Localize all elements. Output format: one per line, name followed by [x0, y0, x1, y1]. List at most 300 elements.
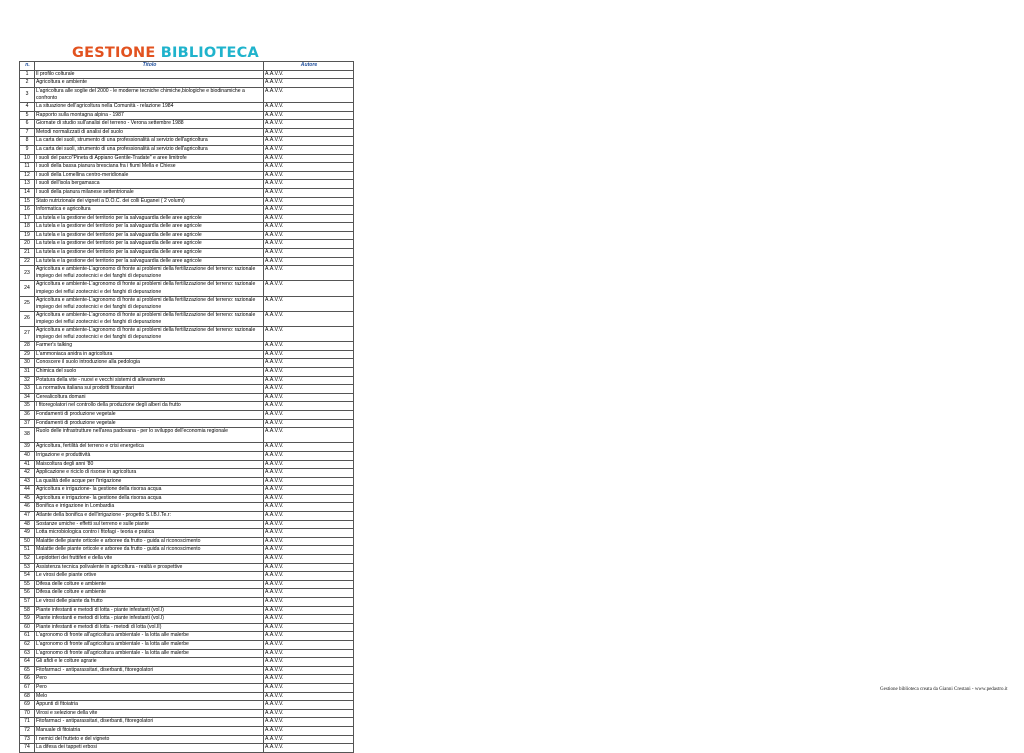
- row-author: A.A.V.V.: [264, 529, 354, 538]
- title-word-gestione: GESTIONE: [72, 45, 156, 61]
- row-number: 40: [20, 451, 35, 460]
- row-author: A.A.V.V.: [264, 589, 354, 598]
- table-row: [20, 79, 354, 88]
- table-row: [20, 537, 354, 546]
- row-number: 44: [20, 486, 35, 495]
- table-row: [20, 632, 354, 641]
- row-title: Malattie delle piante orticole e arboree da frutto - guida al riconoscimento: [35, 537, 264, 546]
- row-title: Piante infestanti e metodi di lotta - metodi di lotta (vol.II): [35, 623, 264, 632]
- table-row: [20, 266, 354, 281]
- table-row: [20, 503, 354, 512]
- row-number: 19: [20, 231, 35, 240]
- row-author: A.A.V.V.: [264, 709, 354, 718]
- row-author: A.A.V.V.: [264, 376, 354, 385]
- table-row: [20, 735, 354, 744]
- row-title: Giornate di studio sull'analisi del terreno - Verona settembre 1988: [35, 120, 264, 129]
- table-row: [20, 589, 354, 598]
- row-author: A.A.V.V.: [264, 494, 354, 503]
- row-title: Fitofarmaci - antiparassitari, diserbanti, fitoregolatori: [35, 666, 264, 675]
- row-author: A.A.V.V.: [264, 79, 354, 88]
- row-number: 55: [20, 580, 35, 589]
- row-author: A.A.V.V.: [264, 410, 354, 419]
- row-number: 7: [20, 128, 35, 137]
- row-number: 54: [20, 572, 35, 581]
- table-row: [20, 555, 354, 564]
- row-title: Lepidotteri dei fruttiferi e della vite: [35, 555, 264, 564]
- row-author: A.A.V.V.: [264, 359, 354, 368]
- row-number: 57: [20, 598, 35, 607]
- row-title: L'agricoltura alle soglie del 2000 - le moderne tecniche chimiche,biologiche e biodinamiche a confronto: [35, 87, 264, 102]
- row-author: A.A.V.V.: [264, 249, 354, 258]
- row-title: Manuale di fitoiatria: [35, 726, 264, 735]
- row-number: 25: [20, 296, 35, 311]
- row-author: A.A.V.V.: [264, 311, 354, 326]
- row-title: La tutela e la gestione del territorio per la salvaguardia delle aree agricole: [35, 240, 264, 249]
- table-row: [20, 197, 354, 206]
- row-title: L'agronomo di fronte all'agricoltura ambientale - la lotta alle malerbe: [35, 632, 264, 641]
- row-author: A.A.V.V.: [264, 744, 354, 753]
- row-number: 5: [20, 111, 35, 120]
- row-title: Malattie delle piante orticole e arboree da frutto - guida al riconoscimento: [35, 546, 264, 555]
- row-author: A.A.V.V.: [264, 555, 354, 564]
- row-author: A.A.V.V.: [264, 580, 354, 589]
- row-number: 16: [20, 206, 35, 215]
- row-author: A.A.V.V.: [264, 451, 354, 460]
- table-row: [20, 443, 354, 452]
- table-row: [20, 701, 354, 710]
- row-number: 12: [20, 171, 35, 180]
- row-number: 33: [20, 385, 35, 394]
- row-title: I nemici del frutteto e del vigneto: [35, 735, 264, 744]
- row-number: 35: [20, 402, 35, 411]
- row-number: 46: [20, 503, 35, 512]
- row-title: La qualità delle acque per l'irrigazione: [35, 477, 264, 486]
- row-number: 15: [20, 197, 35, 206]
- row-title: Agricoltura e ambiente: [35, 79, 264, 88]
- row-author: A.A.V.V.: [264, 180, 354, 189]
- row-number: 6: [20, 120, 35, 129]
- table-row: [20, 598, 354, 607]
- table-row: [20, 223, 354, 232]
- row-author: A.A.V.V.: [264, 402, 354, 411]
- row-number: 50: [20, 537, 35, 546]
- row-number: 30: [20, 359, 35, 368]
- row-title: Farmer's talking: [35, 342, 264, 351]
- row-number: 31: [20, 367, 35, 376]
- table-row: [20, 692, 354, 701]
- row-title: Appunti di fitoiatria: [35, 701, 264, 710]
- table-header-row: [20, 62, 354, 71]
- table-row: [20, 410, 354, 419]
- row-author: A.A.V.V.: [264, 87, 354, 102]
- row-number: 38: [20, 428, 35, 443]
- row-title: Bonifica e irrigazione in Lombardia: [35, 503, 264, 512]
- table-row: [20, 529, 354, 538]
- row-author: A.A.V.V.: [264, 137, 354, 146]
- row-number: 62: [20, 640, 35, 649]
- row-title: Ruolo delle infrastrutture nell'area padovana - per lo sviluppo dell'economia regionale: [35, 428, 264, 443]
- table-row: [20, 726, 354, 735]
- row-title: Conoscere il suolo introduzione alla pedologia: [35, 359, 264, 368]
- row-title: Assistenza tecnica polivalente in agricoltura - realtà e prospettive: [35, 563, 264, 572]
- row-author: A.A.V.V.: [264, 428, 354, 443]
- row-author: A.A.V.V.: [264, 460, 354, 469]
- row-title: I suoli della bassa pianura bresciana fra i fiumi Mella e Chiese: [35, 163, 264, 172]
- row-author: A.A.V.V.: [264, 701, 354, 710]
- row-title: Agricoltura e irrigazione- la gestione della risorsa acqua: [35, 486, 264, 495]
- table-row: [20, 486, 354, 495]
- row-number: 37: [20, 419, 35, 428]
- row-author: A.A.V.V.: [264, 649, 354, 658]
- row-author: A.A.V.V.: [264, 171, 354, 180]
- table-row: [20, 563, 354, 572]
- row-author: A.A.V.V.: [264, 520, 354, 529]
- row-number: 34: [20, 393, 35, 402]
- row-title: La situazione dell'agricoltura nella Comunità - relazione 1984: [35, 102, 264, 111]
- row-author: A.A.V.V.: [264, 606, 354, 615]
- row-author: A.A.V.V.: [264, 735, 354, 744]
- row-number: 68: [20, 692, 35, 701]
- table-row: [20, 327, 354, 342]
- row-author: A.A.V.V.: [264, 350, 354, 359]
- row-number: 29: [20, 350, 35, 359]
- row-title: La normativa italiana sui prodotti fitosanitari: [35, 385, 264, 394]
- row-author: A.A.V.V.: [264, 70, 354, 79]
- row-number: 53: [20, 563, 35, 572]
- table-row: [20, 342, 354, 351]
- table-row: [20, 128, 354, 137]
- row-title: Stato nutrizionale dei vigneti a D.O.C. dei colli Euganei ( 2 volumi): [35, 197, 264, 206]
- row-title: Le virosi delle piante da frutto: [35, 598, 264, 607]
- row-number: 56: [20, 589, 35, 598]
- row-title: I suoli dell'isola bergamasca: [35, 180, 264, 189]
- row-title: Agricoltura e ambiente-L'agronomo di fronte ai problemi della fertilizzazione del terreno: razionale impiego dei reflui zootecnici e dei fanghi di depurazione: [35, 281, 264, 296]
- row-author: A.A.V.V.: [264, 598, 354, 607]
- table-row: [20, 402, 354, 411]
- library-table: [19, 61, 354, 753]
- row-title: Irrigazione e produttività: [35, 451, 264, 460]
- row-number: 41: [20, 460, 35, 469]
- row-author: A.A.V.V.: [264, 223, 354, 232]
- row-number: 63: [20, 649, 35, 658]
- row-number: 72: [20, 726, 35, 735]
- row-number: 32: [20, 376, 35, 385]
- row-author: A.A.V.V.: [264, 486, 354, 495]
- row-title: Agricoltura e ambiente-L'agronomo di fronte ai problemi della fertilizzazione del terreno: razionale impiego dei reflui zootecnici e dei fanghi di depurazione: [35, 311, 264, 326]
- row-title: Difesa delle colture e ambiente: [35, 589, 264, 598]
- table-row: [20, 120, 354, 129]
- row-title: Maiscoltura degli anni '80: [35, 460, 264, 469]
- row-number: 11: [20, 163, 35, 172]
- footer-credit: Gestione biblioteca creata da Gianni Crestani - www.pedastro.it: [880, 687, 1008, 692]
- table-row: [20, 281, 354, 296]
- row-author: A.A.V.V.: [264, 154, 354, 163]
- row-title: Piante infestanti e metodi di lotta - piante infestanti (vol.I): [35, 606, 264, 615]
- row-number: 60: [20, 623, 35, 632]
- row-number: 20: [20, 240, 35, 249]
- row-author: A.A.V.V.: [264, 231, 354, 240]
- table-row: [20, 658, 354, 667]
- table-row: [20, 623, 354, 632]
- row-title: La tutela e la gestione del territorio per la salvaguardia delle aree agricole: [35, 257, 264, 266]
- row-title: Chimica del suolo: [35, 367, 264, 376]
- table-row: [20, 171, 354, 180]
- row-number: 52: [20, 555, 35, 564]
- table-row: [20, 666, 354, 675]
- row-title: Agricoltura e ambiente-L'agronomo di fronte ai problemi della fertilizzazione del terreno: razionale impiego dei reflui zootecnici e dei fanghi di depurazione: [35, 266, 264, 281]
- row-author: A.A.V.V.: [264, 342, 354, 351]
- row-number: 2: [20, 79, 35, 88]
- row-title: I suoli della Lomellina centro-meridionale: [35, 171, 264, 180]
- row-title: Il profilo colturale: [35, 70, 264, 79]
- row-author: A.A.V.V.: [264, 145, 354, 154]
- row-title: Le virosi delle piante ortive: [35, 572, 264, 581]
- row-author: A.A.V.V.: [264, 640, 354, 649]
- row-number: 10: [20, 154, 35, 163]
- row-title: Metodi normalizzati di analisi del suolo: [35, 128, 264, 137]
- row-title: Pero: [35, 675, 264, 684]
- row-author: A.A.V.V.: [264, 443, 354, 452]
- row-title: Virosi e selezione della vite: [35, 709, 264, 718]
- table-row: [20, 376, 354, 385]
- row-title: Piante infestanti e metodi di lotta - piante infestanti (vol.I): [35, 615, 264, 624]
- row-number: 8: [20, 137, 35, 146]
- table-row: [20, 214, 354, 223]
- row-title: Gli afidi e le colture agrarie: [35, 658, 264, 667]
- row-number: 47: [20, 512, 35, 521]
- row-author: A.A.V.V.: [264, 726, 354, 735]
- row-title: Agricoltura, fertilità del terreno e crisi energetica: [35, 443, 264, 452]
- table-row: [20, 257, 354, 266]
- row-title: L'agronomo di fronte all'agricoltura ambientale - la lotta alle malerbe: [35, 640, 264, 649]
- column-header-number: n.: [20, 62, 35, 71]
- table-row: [20, 385, 354, 394]
- row-number: 65: [20, 666, 35, 675]
- row-number: 22: [20, 257, 35, 266]
- row-author: A.A.V.V.: [264, 572, 354, 581]
- row-author: A.A.V.V.: [264, 206, 354, 215]
- row-author: A.A.V.V.: [264, 675, 354, 684]
- row-title: I suoli del parco"Pineta di Appiano Gentile-Tradate" e aree limitrofe: [35, 154, 264, 163]
- row-title: La tutela e la gestione del territorio per la salvaguardia delle aree agricole: [35, 249, 264, 258]
- table-row: [20, 469, 354, 478]
- row-number: 27: [20, 327, 35, 342]
- row-author: A.A.V.V.: [264, 546, 354, 555]
- row-number: 14: [20, 188, 35, 197]
- row-author: A.A.V.V.: [264, 367, 354, 376]
- row-title: Informatica e agricoltura: [35, 206, 264, 215]
- row-title: Cerealicoltura domani: [35, 393, 264, 402]
- row-number: 73: [20, 735, 35, 744]
- row-author: A.A.V.V.: [264, 128, 354, 137]
- table-row: [20, 350, 354, 359]
- row-author: A.A.V.V.: [264, 623, 354, 632]
- table-row: [20, 718, 354, 727]
- row-title: Melo: [35, 692, 264, 701]
- table-row: [20, 137, 354, 146]
- table-row: [20, 494, 354, 503]
- row-author: A.A.V.V.: [264, 718, 354, 727]
- table-row: [20, 240, 354, 249]
- row-author: A.A.V.V.: [264, 257, 354, 266]
- row-author: A.A.V.V.: [264, 658, 354, 667]
- table-row: [20, 744, 354, 753]
- row-number: 48: [20, 520, 35, 529]
- row-author: A.A.V.V.: [264, 477, 354, 486]
- row-number: 71: [20, 718, 35, 727]
- row-author: A.A.V.V.: [264, 281, 354, 296]
- table-row: [20, 512, 354, 521]
- row-author: A.A.V.V.: [264, 503, 354, 512]
- row-number: 61: [20, 632, 35, 641]
- row-title: Agricoltura e ambiente-L'agronomo di fronte ai problemi della fertilizzazione del terreno: razionale impiego dei reflui zootecnici e dei fanghi di depurazione: [35, 327, 264, 342]
- row-author: A.A.V.V.: [264, 632, 354, 641]
- row-author: A.A.V.V.: [264, 666, 354, 675]
- row-number: 70: [20, 709, 35, 718]
- row-number: 24: [20, 281, 35, 296]
- row-title: L'ammoniaca anidra in agricoltura: [35, 350, 264, 359]
- table-row: [20, 311, 354, 326]
- row-number: 42: [20, 469, 35, 478]
- row-title: Agricoltura e ambiente-L'agronomo di fronte ai problemi della fertilizzazione del terreno: razionale impiego dei reflui zootecnici e dei fanghi di depurazione: [35, 296, 264, 311]
- column-header-author: Autore: [264, 62, 354, 71]
- row-number: 59: [20, 615, 35, 624]
- row-author: A.A.V.V.: [264, 537, 354, 546]
- row-number: 17: [20, 214, 35, 223]
- row-title: Agricoltura e irrigazione- la gestione della risorsa acqua: [35, 494, 264, 503]
- table-row: [20, 87, 354, 102]
- row-author: A.A.V.V.: [264, 692, 354, 701]
- row-number: 49: [20, 529, 35, 538]
- table-row: [20, 231, 354, 240]
- row-title: La carta dei suoli, strumento di una professionalità al servizio dell'agricoltura: [35, 137, 264, 146]
- table-row: [20, 451, 354, 460]
- table-row: [20, 546, 354, 555]
- column-header-title: Titolo: [35, 62, 264, 71]
- row-author: A.A.V.V.: [264, 197, 354, 206]
- row-title: La tutela e la gestione del territorio per la salvaguardia delle aree agricole: [35, 214, 264, 223]
- row-number: 67: [20, 683, 35, 692]
- row-number: 18: [20, 223, 35, 232]
- row-author: A.A.V.V.: [264, 469, 354, 478]
- table-row: [20, 70, 354, 79]
- row-title: Fondamenti di produzione vegetale: [35, 419, 264, 428]
- table-row: [20, 393, 354, 402]
- row-author: A.A.V.V.: [264, 240, 354, 249]
- table-row: [20, 359, 354, 368]
- row-title: Rapporto sulla montagna alpina - 1987: [35, 111, 264, 120]
- row-title: Fitofarmaci - antiparassitari, diserbanti, fitoregolatori: [35, 718, 264, 727]
- row-number: 13: [20, 180, 35, 189]
- row-number: 39: [20, 443, 35, 452]
- row-author: A.A.V.V.: [264, 266, 354, 281]
- table-row: [20, 606, 354, 615]
- row-author: A.A.V.V.: [264, 615, 354, 624]
- table-row: [20, 102, 354, 111]
- row-title: La tutela e la gestione del territorio per la salvaguardia delle aree agricole: [35, 223, 264, 232]
- table-row: [20, 163, 354, 172]
- row-number: 43: [20, 477, 35, 486]
- table-row: [20, 296, 354, 311]
- row-number: 21: [20, 249, 35, 258]
- row-title: La difesa dei tappeti erbosi: [35, 744, 264, 753]
- row-author: A.A.V.V.: [264, 327, 354, 342]
- row-author: A.A.V.V.: [264, 102, 354, 111]
- row-number: 3: [20, 87, 35, 102]
- table-row: [20, 206, 354, 215]
- table-row: [20, 477, 354, 486]
- row-number: 51: [20, 546, 35, 555]
- row-author: A.A.V.V.: [264, 296, 354, 311]
- table-row: [20, 367, 354, 376]
- row-title: Sostanze umiche - effetti sul terreno e sulle piante: [35, 520, 264, 529]
- row-number: 28: [20, 342, 35, 351]
- table-row: [20, 188, 354, 197]
- row-author: A.A.V.V.: [264, 563, 354, 572]
- table-row: [20, 649, 354, 658]
- row-number: 26: [20, 311, 35, 326]
- row-number: 69: [20, 701, 35, 710]
- row-number: 74: [20, 744, 35, 753]
- table-row: [20, 640, 354, 649]
- table-row: [20, 709, 354, 718]
- table-row: [20, 615, 354, 624]
- row-title: Lotta microbiologica contro i fitofagi - teoria e pratica: [35, 529, 264, 538]
- table-row: [20, 111, 354, 120]
- row-title: La carta dei suoli, strumento di una professionalità al servizio dell'agricoltura: [35, 145, 264, 154]
- row-number: 64: [20, 658, 35, 667]
- row-author: A.A.V.V.: [264, 385, 354, 394]
- row-title: La tutela e la gestione del territorio per la salvaguardia delle aree agricole: [35, 231, 264, 240]
- row-author: A.A.V.V.: [264, 419, 354, 428]
- row-number: 45: [20, 494, 35, 503]
- row-number: 36: [20, 410, 35, 419]
- row-number: 58: [20, 606, 35, 615]
- table-row: [20, 683, 354, 692]
- row-author: A.A.V.V.: [264, 120, 354, 129]
- row-title: L'agronomo di fronte all'agricoltura ambientale - la lotta alle malerbe: [35, 649, 264, 658]
- row-title: Atlante della bonifica e dell'irrigazione - progetto S.I.B.I.Te.r:: [35, 512, 264, 521]
- row-number: 9: [20, 145, 35, 154]
- row-author: A.A.V.V.: [264, 214, 354, 223]
- row-number: 23: [20, 266, 35, 281]
- table-row: [20, 428, 354, 443]
- table-row: [20, 154, 354, 163]
- table-row: [20, 520, 354, 529]
- row-author: A.A.V.V.: [264, 111, 354, 120]
- table-row: [20, 249, 354, 258]
- table-row: [20, 572, 354, 581]
- row-title: Fondamenti di produzione vegetale: [35, 410, 264, 419]
- row-author: A.A.V.V.: [264, 512, 354, 521]
- row-title: Difesa delle colture e ambiente: [35, 580, 264, 589]
- table-row: [20, 460, 354, 469]
- row-title: I fitoregolatori nel controllo della produzione degli alberi da frutto: [35, 402, 264, 411]
- table-row: [20, 419, 354, 428]
- row-author: A.A.V.V.: [264, 393, 354, 402]
- title-word-biblioteca: BIBLIOTECA: [160, 45, 259, 61]
- row-title: Pero: [35, 683, 264, 692]
- row-author: A.A.V.V.: [264, 683, 354, 692]
- row-author: A.A.V.V.: [264, 163, 354, 172]
- page-title: [72, 44, 259, 62]
- table-row: [20, 180, 354, 189]
- table-row: [20, 580, 354, 589]
- row-number: 4: [20, 102, 35, 111]
- table-row: [20, 145, 354, 154]
- row-number: 1: [20, 70, 35, 79]
- row-author: A.A.V.V.: [264, 188, 354, 197]
